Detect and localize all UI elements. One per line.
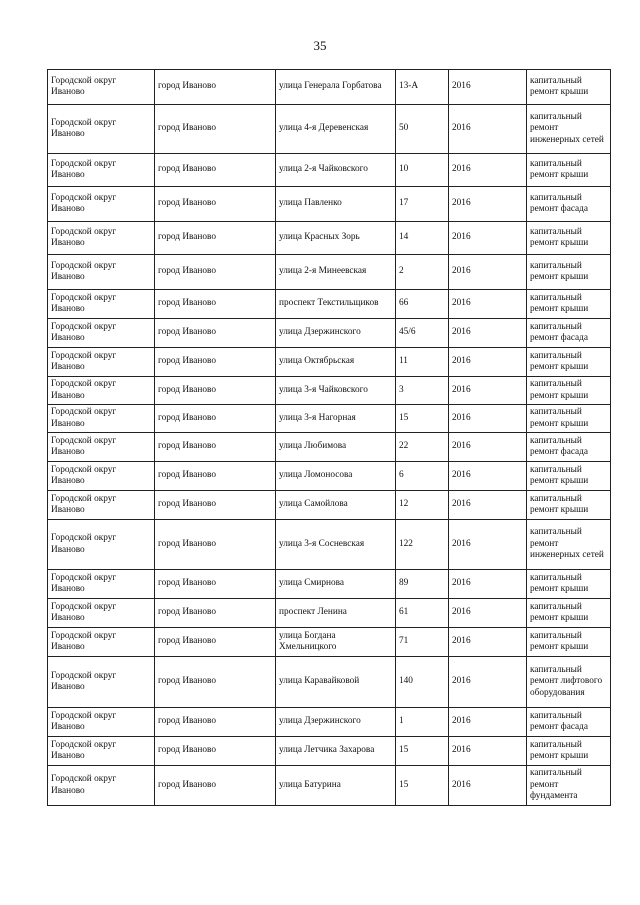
cell-work-type: капитальный ремонт крыши: [527, 491, 611, 520]
cell-locality: город Иваново: [155, 599, 276, 628]
cell-year: 2016: [449, 405, 527, 433]
cell-locality: город Иваново: [155, 154, 276, 187]
cell-street: улица Павленко: [276, 187, 396, 222]
table-row: [48, 348, 611, 377]
cell-year: 2016: [449, 377, 527, 405]
cell-house-number: 61: [396, 599, 449, 628]
cell-locality: город Иваново: [155, 405, 276, 433]
cell-house-number: 15: [396, 405, 449, 433]
cell-street: проспект Ленина: [276, 599, 396, 628]
cell-street: улица Богдана Хмельницкого: [276, 628, 396, 657]
cell-year: 2016: [449, 348, 527, 377]
cell-locality: город Иваново: [155, 377, 276, 405]
cell-locality: город Иваново: [155, 70, 276, 105]
cell-year: 2016: [449, 657, 527, 708]
cell-street: улица 2-я Чайковского: [276, 154, 396, 187]
cell-work-type: капитальный ремонт инженерных сетей: [527, 105, 611, 154]
cell-house-number: 15: [396, 766, 449, 806]
cell-municipality: Городской округ Иваново: [48, 255, 155, 290]
cell-house-number: 14: [396, 222, 449, 255]
cell-year: 2016: [449, 70, 527, 105]
cell-municipality: Городской округ Иваново: [48, 520, 155, 570]
cell-municipality: Городской округ Иваново: [48, 708, 155, 737]
table-row: [48, 187, 611, 222]
cell-year: 2016: [449, 599, 527, 628]
cell-locality: город Иваново: [155, 628, 276, 657]
cell-work-type: капитальный ремонт крыши: [527, 570, 611, 599]
cell-street: улица 2-я Минеевская: [276, 255, 396, 290]
cell-street: улица Красных Зорь: [276, 222, 396, 255]
table-row: [48, 708, 611, 737]
cell-municipality: Городской округ Иваново: [48, 319, 155, 348]
table-row: [48, 222, 611, 255]
cell-house-number: 13-А: [396, 70, 449, 105]
cell-year: 2016: [449, 766, 527, 806]
cell-year: 2016: [449, 154, 527, 187]
cell-street: улица Самойлова: [276, 491, 396, 520]
cell-work-type: капитальный ремонт фасада: [527, 708, 611, 737]
cell-municipality: Городской округ Иваново: [48, 657, 155, 708]
cell-street: улица Генерала Горбатова: [276, 70, 396, 105]
cell-house-number: 45/6: [396, 319, 449, 348]
cell-year: 2016: [449, 255, 527, 290]
cell-locality: город Иваново: [155, 657, 276, 708]
cell-house-number: 140: [396, 657, 449, 708]
cell-municipality: Городской округ Иваново: [48, 187, 155, 222]
cell-work-type: капитальный ремонт крыши: [527, 290, 611, 319]
cell-municipality: Городской округ Иваново: [48, 570, 155, 599]
cell-work-type: капитальный ремонт крыши: [527, 628, 611, 657]
cell-municipality: Городской округ Иваново: [48, 405, 155, 433]
cell-locality: город Иваново: [155, 462, 276, 491]
cell-year: 2016: [449, 105, 527, 154]
cell-year: 2016: [449, 462, 527, 491]
cell-work-type: капитальный ремонт крыши: [527, 348, 611, 377]
cell-municipality: Городской округ Иваново: [48, 628, 155, 657]
cell-house-number: 122: [396, 520, 449, 570]
cell-locality: город Иваново: [155, 520, 276, 570]
cell-house-number: 22: [396, 433, 449, 462]
cell-locality: город Иваново: [155, 105, 276, 154]
cell-street: улица 3-я Сосневская: [276, 520, 396, 570]
cell-work-type: капитальный ремонт лифтового оборудования: [527, 657, 611, 708]
cell-locality: город Иваново: [155, 187, 276, 222]
cell-year: 2016: [449, 520, 527, 570]
cell-year: 2016: [449, 290, 527, 319]
cell-municipality: Городской округ Иваново: [48, 599, 155, 628]
cell-year: 2016: [449, 433, 527, 462]
cell-street: улица Летчика Захарова: [276, 737, 396, 766]
cell-municipality: Городской округ Иваново: [48, 70, 155, 105]
table-row: [48, 570, 611, 599]
cell-work-type: капитальный ремонт крыши: [527, 599, 611, 628]
table-row: [48, 766, 611, 806]
cell-house-number: 6: [396, 462, 449, 491]
cell-municipality: Городской округ Иваново: [48, 737, 155, 766]
cell-street: улица 3-я Чайковского: [276, 377, 396, 405]
cell-work-type: капитальный ремонт крыши: [527, 255, 611, 290]
cell-municipality: Городской округ Иваново: [48, 491, 155, 520]
cell-year: 2016: [449, 708, 527, 737]
table-row: [48, 405, 611, 433]
cell-year: 2016: [449, 319, 527, 348]
cell-locality: город Иваново: [155, 737, 276, 766]
cell-year: 2016: [449, 491, 527, 520]
table-row: [48, 377, 611, 405]
cell-year: 2016: [449, 570, 527, 599]
cell-street: улица Смирнова: [276, 570, 396, 599]
cell-house-number: 50: [396, 105, 449, 154]
table-row: [48, 70, 611, 105]
cell-house-number: 15: [396, 737, 449, 766]
cell-house-number: 10: [396, 154, 449, 187]
cell-locality: город Иваново: [155, 319, 276, 348]
table-row: [48, 628, 611, 657]
cell-work-type: капитальный ремонт крыши: [527, 70, 611, 105]
cell-year: 2016: [449, 222, 527, 255]
cell-year: 2016: [449, 628, 527, 657]
repair-schedule-table: [47, 69, 611, 806]
cell-municipality: Городской округ Иваново: [48, 377, 155, 405]
table-row: [48, 599, 611, 628]
cell-locality: город Иваново: [155, 570, 276, 599]
cell-municipality: Городской округ Иваново: [48, 222, 155, 255]
table-row: [48, 290, 611, 319]
cell-locality: город Иваново: [155, 222, 276, 255]
cell-work-type: капитальный ремонт крыши: [527, 737, 611, 766]
cell-work-type: капитальный ремонт фасада: [527, 187, 611, 222]
cell-house-number: 1: [396, 708, 449, 737]
cell-year: 2016: [449, 737, 527, 766]
cell-locality: город Иваново: [155, 491, 276, 520]
cell-work-type: капитальный ремонт крыши: [527, 377, 611, 405]
cell-work-type: капитальный ремонт инженерных сетей: [527, 520, 611, 570]
cell-street: улица Любимова: [276, 433, 396, 462]
cell-street: проспект Текстильщиков: [276, 290, 396, 319]
cell-locality: город Иваново: [155, 290, 276, 319]
cell-street: улица Батурина: [276, 766, 396, 806]
cell-street: улица Ломоносова: [276, 462, 396, 491]
table-row: [48, 255, 611, 290]
cell-locality: город Иваново: [155, 348, 276, 377]
cell-year: 2016: [449, 187, 527, 222]
cell-work-type: капитальный ремонт фасада: [527, 319, 611, 348]
cell-street: улица Каравайковой: [276, 657, 396, 708]
cell-work-type: капитальный ремонт фасада: [527, 433, 611, 462]
cell-municipality: Городской округ Иваново: [48, 154, 155, 187]
cell-house-number: 11: [396, 348, 449, 377]
table-row: [48, 154, 611, 187]
cell-municipality: Городской округ Иваново: [48, 290, 155, 319]
cell-locality: город Иваново: [155, 708, 276, 737]
cell-work-type: капитальный ремонт крыши: [527, 222, 611, 255]
cell-house-number: 12: [396, 491, 449, 520]
cell-street: улица Октябрьская: [276, 348, 396, 377]
cell-municipality: Городской округ Иваново: [48, 462, 155, 491]
table-row: [48, 737, 611, 766]
cell-municipality: Городской округ Иваново: [48, 348, 155, 377]
cell-house-number: 71: [396, 628, 449, 657]
table-body: [48, 70, 611, 806]
table-row: [48, 105, 611, 154]
cell-house-number: 89: [396, 570, 449, 599]
table-row: [48, 433, 611, 462]
cell-locality: город Иваново: [155, 766, 276, 806]
cell-house-number: 3: [396, 377, 449, 405]
table-row: [48, 462, 611, 491]
cell-house-number: 17: [396, 187, 449, 222]
cell-work-type: капитальный ремонт крыши: [527, 462, 611, 491]
table-row: [48, 319, 611, 348]
cell-locality: город Иваново: [155, 255, 276, 290]
cell-locality: город Иваново: [155, 433, 276, 462]
cell-municipality: Городской округ Иваново: [48, 766, 155, 806]
cell-street: улица Дзержинского: [276, 708, 396, 737]
cell-house-number: 66: [396, 290, 449, 319]
cell-street: улица 3-я Нагорная: [276, 405, 396, 433]
cell-work-type: капитальный ремонт крыши: [527, 154, 611, 187]
table-row: [48, 491, 611, 520]
page-number: 35: [313, 38, 327, 53]
cell-work-type: капитальный ремонт фундамента: [527, 766, 611, 806]
table-row: [48, 520, 611, 570]
cell-street: улица 4-я Деревенская: [276, 105, 396, 154]
table-row: [48, 657, 611, 708]
cell-municipality: Городской округ Иваново: [48, 105, 155, 154]
cell-municipality: Городской округ Иваново: [48, 433, 155, 462]
cell-work-type: капитальный ремонт крыши: [527, 405, 611, 433]
cell-house-number: 2: [396, 255, 449, 290]
cell-street: улица Дзержинского: [276, 319, 396, 348]
